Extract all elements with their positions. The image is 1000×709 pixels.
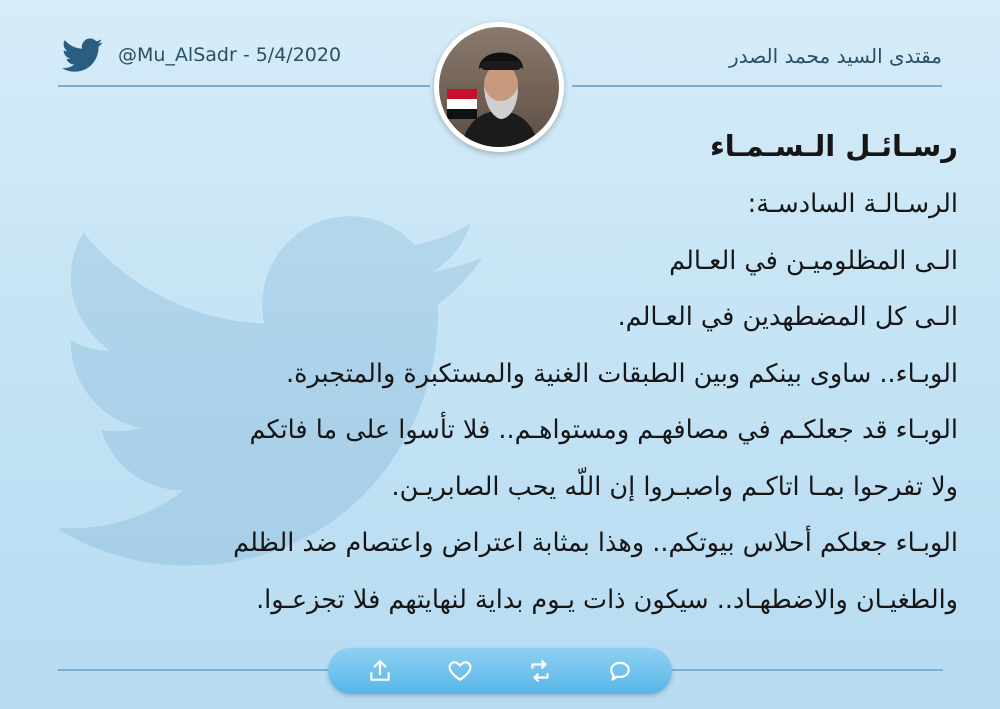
post-line: الوبـاء.. ساوى بينكم وبين الطبقات الغنية والمستكبرة والمتجبرة. [286, 358, 958, 389]
like-button[interactable] [440, 651, 480, 691]
post-line: الـى المظلوميـن في العـالم [669, 245, 958, 276]
post-line: والطغيـان والاضطهـاد.. سيكون ذات يـوم بداية لنهايتهم فلا تجزعـوا. [256, 584, 958, 615]
action-bar [328, 648, 672, 694]
reply-button[interactable] [600, 651, 640, 691]
reply-icon [607, 658, 633, 684]
like-icon [447, 658, 473, 684]
post-line: الوبـاء قد جعلكـم في مصافهـم ومستواهـم.. فلا تأسوا على ما فاتكم [249, 415, 958, 445]
author-name[interactable]: مقتدى السيد محمد الصدر [729, 44, 942, 68]
header-divider-left [58, 85, 430, 87]
footer-divider-left [58, 669, 338, 671]
retweet-icon [527, 658, 553, 684]
post-title: رسـائـل الـسـمـاء [709, 129, 958, 163]
header-handle-group [62, 38, 341, 72]
retweet-button[interactable] [520, 651, 560, 691]
footer-divider-right [665, 669, 943, 671]
twitter-bird-icon [62, 38, 104, 72]
post-body [28, 118, 958, 628]
post-line: الوبـاء جعلكم أحلاس بيوتكم.. وهذا بمثابة اعتراض واعتصام ضد الظلم [233, 528, 958, 558]
share-button[interactable] [360, 651, 400, 691]
tweet-handle-date[interactable]: @Mu_AlSadr - 5/4/2020 [118, 44, 342, 66]
post-line: الرسـالـة السادسـة: [747, 189, 958, 219]
post-line: ولا تفرحوا بمـا اتاكـم واصبـروا إن اللّه يحب الصابريـن. [391, 471, 958, 502]
share-icon [367, 658, 393, 684]
header-divider-right [572, 85, 942, 87]
post-line: الـى كل المضطهدين في العـالم. [617, 302, 958, 332]
